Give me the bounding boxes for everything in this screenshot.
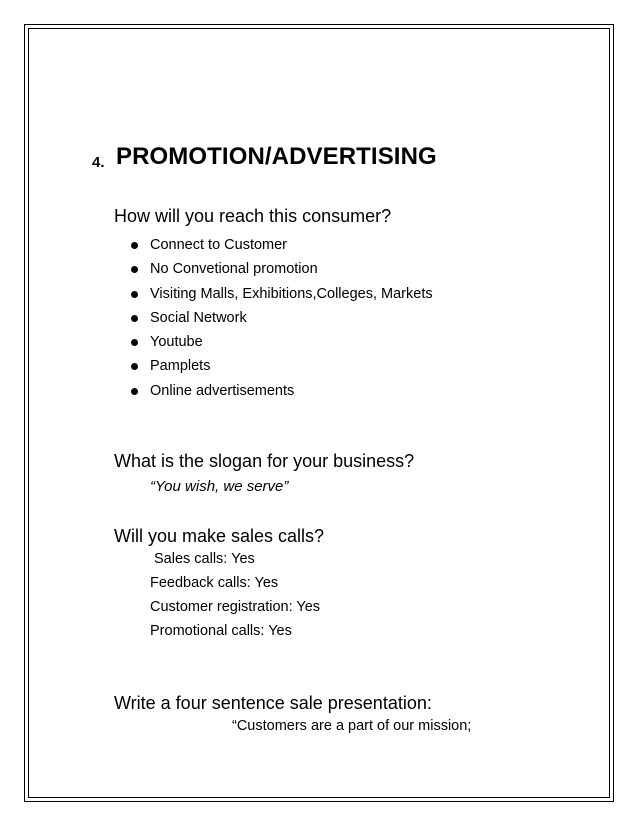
- list-item-label: Online advertisements: [150, 382, 295, 399]
- list-item-label: Pamplets: [150, 358, 211, 375]
- section-title: PROMOTION/ADVERTISING: [116, 143, 437, 170]
- bullet-icon: [131, 363, 138, 370]
- list-item-label: Connect to Customer: [150, 237, 288, 253]
- list-item: [128, 379, 433, 403]
- list-item: [128, 306, 433, 330]
- slogan-answer: “You wish, we serve”: [150, 478, 289, 495]
- sales-calls-question: Will you make sales calls?: [114, 526, 325, 546]
- bullet-icon: [131, 388, 138, 395]
- bullet-icon: [131, 266, 138, 273]
- bullet-icon: [131, 291, 138, 298]
- bullet-icon: [131, 339, 138, 346]
- reach-question: How will you reach this consumer?: [114, 206, 392, 226]
- promotional-call-line: Promotional calls: Yes: [150, 623, 292, 639]
- sales-call-line: Sales calls: Yes: [154, 551, 255, 567]
- feedback-call-line: Feedback calls: Yes: [150, 575, 279, 591]
- slogan-question: What is the slogan for your business?: [114, 451, 415, 471]
- list-item: [128, 330, 433, 354]
- section-number: 4.: [92, 154, 105, 171]
- list-item-label: No Convetional promotion: [150, 261, 318, 278]
- presentation-text: “Customers are a part of our mission;: [232, 718, 472, 734]
- list-item-label: Visiting Malls, Exhibitions,Colleges, Markets: [150, 285, 433, 302]
- list-item: [128, 282, 433, 306]
- bullet-icon: [131, 242, 138, 249]
- presentation-question: Write a four sentence sale presentation:: [114, 693, 432, 713]
- reach-list: [128, 233, 433, 403]
- list-item: [128, 233, 433, 257]
- bullet-icon: [131, 315, 138, 322]
- list-item-label: Social Network: [150, 309, 247, 326]
- list-item-label: Youtube: [150, 334, 203, 351]
- list-item: [128, 354, 433, 378]
- customer-registration-line: Customer registration: Yes: [150, 599, 321, 615]
- list-item: [128, 257, 433, 281]
